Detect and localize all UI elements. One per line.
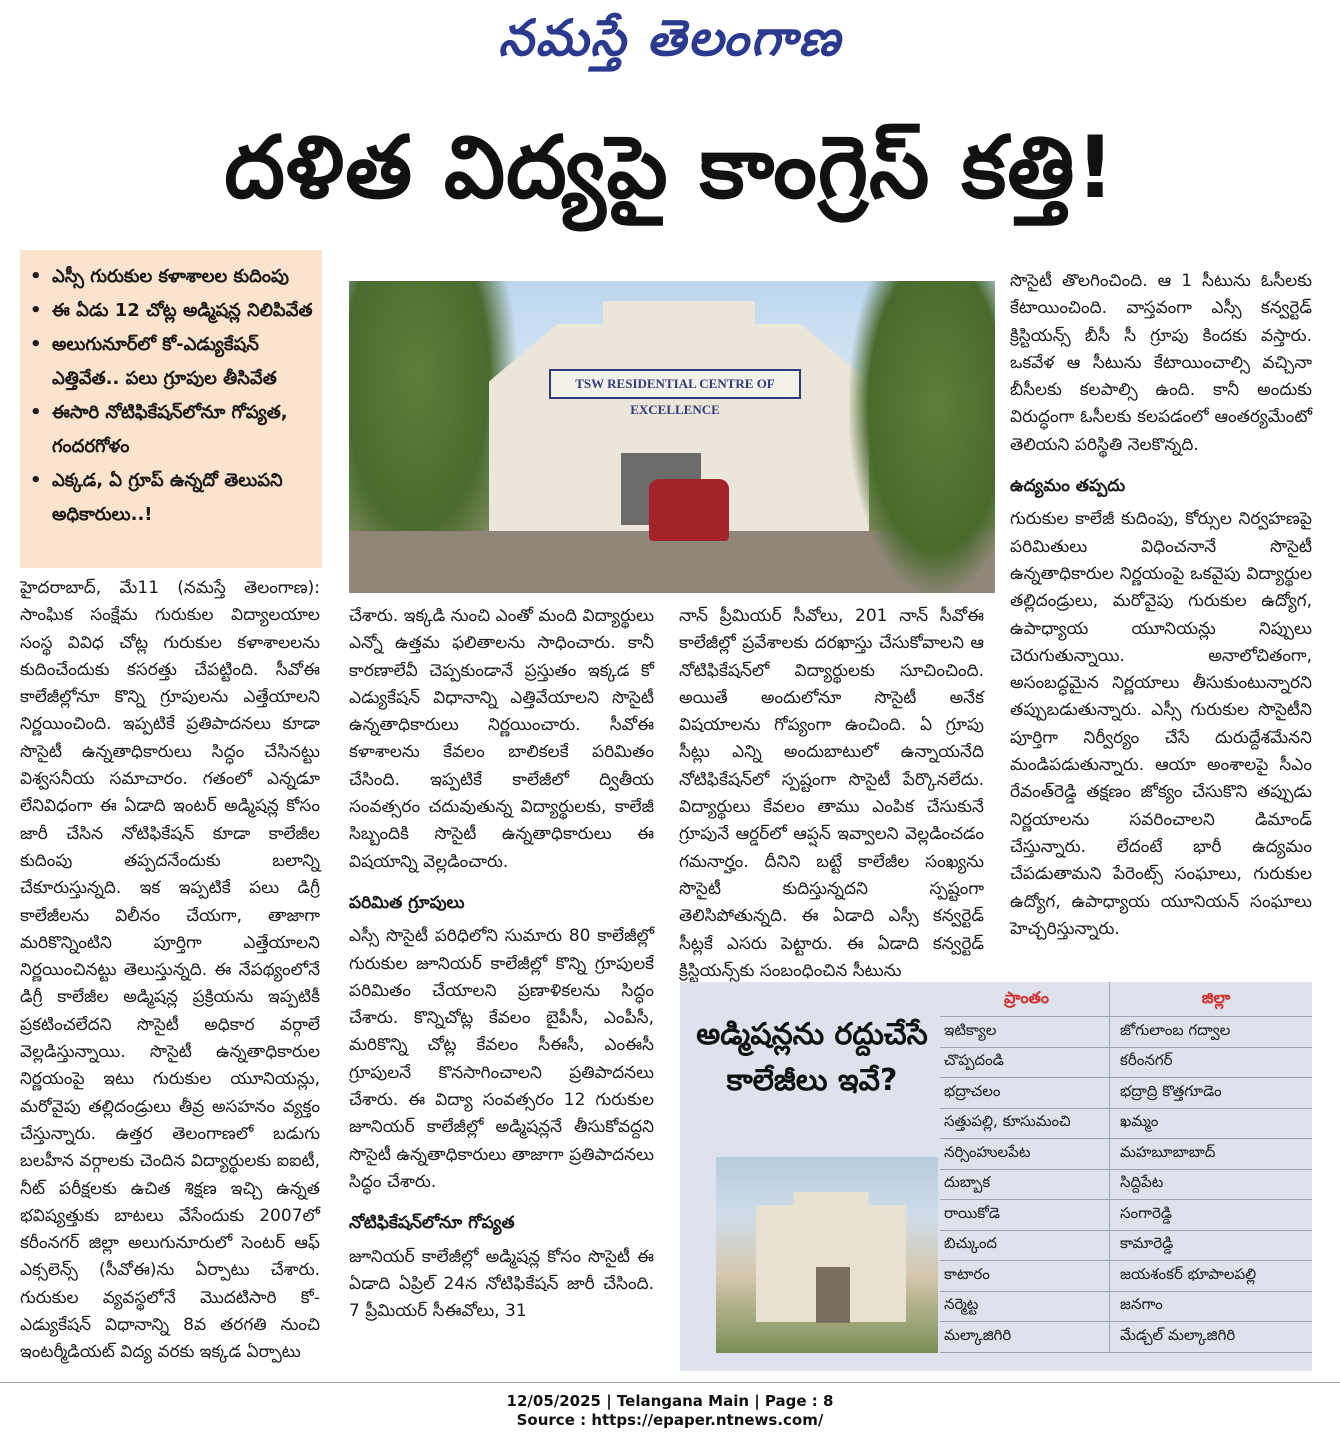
subheading: ఉద్యమం తప్పదు xyxy=(1010,476,1126,497)
table-row: రాయికోడె సంగారెడ్డి xyxy=(940,1200,1312,1231)
footer-source-link[interactable]: Source : https://epaper.ntnews.com/ xyxy=(516,1411,824,1429)
header-area: ప్రాంతం xyxy=(940,982,1110,1016)
header-district: జిల్లా xyxy=(1201,987,1231,1007)
article-paragraph: జూనియర్ కాలేజీల్లో అడ్మిషన్ల కోసం సొసైటీ ఈ ఏడాది ఏప్రిల్ 24న నోటిఫికేషన్ జారీ చేసింది. 7 ప్రీమియర్ సీఈవోలు, 31 xyxy=(349,1246,654,1322)
page-footer xyxy=(0,1392,1340,1430)
article-paragraph: హైదరాబాద్, మే11 (నమస్తే తెలంగాణ): సాంఘిక సంక్షేమ గురుకుల విద్యాలయాల సంస్థ వివిధ చోట్ల గురుకుల కళాశాలలను కుదించేందుకు కసరత్తు చేపట్టింది. సీవోఈ కాలేజీల్లోనూ కొన్ని గ్రూపులను ఎత్తేయాలని నిర్ణయించింది. ఇప్పటికే ప్రతిపాదనలు కూడా సొసైటీ ఉన్నతాధికారులు సిద్ధం చేసినట్టు విశ్వసనీయ సమాచారం. గతంలో ఎన్నడూ లేనివిధంగా ఈ ఏడాది ఇంటర్ అడ్మిషన్ల కోసం జారీ చేసిన నోటిఫికేషన్ కూడా కాలేజీల కుదింపు తప్పదనేందుకు బలాన్ని చేకూరుస్తున్నది. ఇక ఇప్పటికే పలు డిగ్రీ కాలేజీలను విలీనం చేయగా, తాజాగా మరికొన్నింటిని పూర్తిగా ఎత్తేయాలని నిర్ణయించినట్టు తెలుస్తున్నది. ఈ నేపథ్యంలోనే డిగ్రీ కాలేజీల అడ్మిషన్ల ప్రక్రియను ఇప్పటికీ ప్రకటించలేదని సొసైటీ అధికార వర్గాలే వెల్లడిస్తున్నాయి. సొసైటీ ఉన్నతాధికారుల నిర్ణయంపై ఇటు గురుకుల యూనియన్లు, మరోవైపు తల్లిదండ్రులు తీవ్ర అసహనం వ్యక్తం చేస్తున్నారు. ఉత్తర తెలంగాణలో బడుగు బలహీన వర్గాలకు చెందిన విద్యార్థులకు ఐఐటీ, నీట్ పరీక్షలకు ఉచిత శిక్షణ ఇచ్చి ఉన్నత భవిష్యత్తుకు బాటలు వేసేందుకు 2007లో కరీంనగర్ జిల్లా అలుగునూరులో సెంటర్ ఆఫ్ ఎక్సలెన్స్ (సీవోఈ)ను ఏర్పాటు చేశారు. గురుకుల వ్యవస్థలోనే మొదటిసారి కో-ఎడ్యుకేషన్ విధానాన్ని 8వ తరగతి నుంచి ఇంటర్మీడియట్ విద్య వరకు ఇక్కడ ఏర్పాటు xyxy=(20,578,320,1363)
article-column-2 xyxy=(349,603,654,1325)
tree-right xyxy=(849,281,995,593)
highlight-item: • ఈసారి నోటిఫికేషన్‌లోనూ గోప్యత, గందరగోళం xyxy=(30,402,288,457)
subheading: పరిమిత గ్రూపులు xyxy=(349,892,465,913)
table-row: భద్రాచలం భద్రాద్రి కొత్తగూడెం xyxy=(940,1078,1312,1109)
highlights-box xyxy=(20,250,322,568)
article-paragraph: సొసైటీ తొలగించింది. ఆ 1 సీటును ఓసీలకు కేటాయించింది. వాస్తవంగా ఎస్సీ కన్వర్టెడ్ క్రిస్టియన్స్ బీసీ సీ గ్రూపు కిందకు వస్తారు. ఒకవేళ ఆ సీటును కేటాయించాల్సి వచ్చినా బీసీలకు కలపాల్సి ఉంది. కానీ అందుకు విరుద్ధంగా ఓసీలకు కలపడంలో ఆంతర్యమేంటో తెలియని పరిస్థితి నెలకొన్నది. xyxy=(1010,271,1312,455)
highlight-item: • అలుగునూర్‌లో కో-ఎడ్యుకేషన్ ఎత్తివేత.. పలు గ్రూపుల తీసివేత xyxy=(30,334,277,389)
colleges-box-title: అడ్మిషన్లను రద్దుచేసే కాలేజీలు ఇవే? xyxy=(696,1017,928,1098)
highlight-item: • ఈ ఏడు 12 చోట్ల అడ్మిషన్ల నిలిపివేత xyxy=(30,300,313,321)
colleges-box xyxy=(680,982,1312,1371)
red-car xyxy=(649,479,729,541)
table-row: చొప్పదండి కరీంనగర్ xyxy=(940,1048,1312,1079)
article-column-1 xyxy=(20,575,320,1367)
highlight-item: • ఎస్సీ గురుకుల కళాశాలల కుదింపు xyxy=(30,266,289,287)
highlight-item: • ఎక్కడ, ఏ గ్రూప్ ఉన్నదో తెలుపని అధికారులు..! xyxy=(30,470,283,525)
subheading: నోటిఫికేషన్‌లోనూ గోప్యత xyxy=(349,1213,515,1234)
table-row: నర్మెట్ట జనగాం xyxy=(940,1292,1312,1323)
colleges-table xyxy=(940,982,1312,1371)
table-row: ఇటిక్యాల జోగులాంబ గద్వాల xyxy=(940,1017,1312,1048)
footer-divider xyxy=(0,1382,1340,1383)
newspaper-masthead: నమస్తే తెలంగాణ xyxy=(498,8,842,67)
table-row: మల్కాజిగిరి మేడ్చల్ మల్కాజిగిరి xyxy=(940,1322,1312,1353)
table-row: బిచ్కుంద కామారెడ్డి xyxy=(940,1231,1312,1262)
table-header xyxy=(940,982,1312,1017)
table-row: కాటారం జయశంకర్ భూపాలపల్లి xyxy=(940,1261,1312,1292)
building-gate xyxy=(816,1267,850,1323)
article-paragraph: గురుకుల కాలేజీ కుదింపు, కోర్సుల నిర్వహణపై పరిమితులు విధించనానే సొసైటీ ఉన్నతాధికారుల నిర్ణయంపై ఒకవైపు విద్యార్థుల తల్లిదండ్రులు, మరోవైపు గురుకుల ఉద్యోగ, ఉపాధ్యాయ యూనియన్లు నిప్పులు చెరుగుతున్నాయి. అనాలోచితంగా, అసంబద్ధమైన నిర్ణయాలు తీసుకుంటున్నారని తప్పుబడుతున్నారు. ఎస్సీ గురుకుల సొసైటీని పూర్తిగా నిర్వీర్యం చేసే దురుద్దేశమేనని మండిపడుతున్నారు. ఆయా అంశాలపై సీఎం రేవంత్‌రెడ్డి తక్షణం జోక్యం చేసుకొని తప్పుడు నిర్ణయాలను సవరించాలని డిమాండ్ చేస్తున్నారు. లేదంటే భారీ ఉద్యమం చేపడుతామని పేరెంట్స్ సంఘాలు, గురుకుల ఉద్యోగ, ఉపాధ్యాయ యూనియన్ సంఘాలు హెచ్చరిస్తున్నారు. xyxy=(1010,509,1312,939)
article-paragraph: ఎస్సీ సొసైటీ పరిధిలోని సుమారు 80 కాలేజీల్లో గురుకుల జూనియర్ కాలేజీల్లో కొన్ని గ్రూపులకే పరిమితం చేయాలని ప్రణాళికలను సిద్ధం చేశారు. కొన్నిచోట్ల కేవలం బైపీసీ, ఎంపీసీ, మరికొన్ని చోట్ల కేవలం సీఈసీ, ఎంఈసీ గ్రూపులనే కొనసాగించాలని ప్రతిపాదనలు చేశారు. ఈ విద్యా సంవత్సరం 12 గురుకుల జూనియర్ కాలేజీల్లో అడ్మిషన్లనే తీసుకోవద్దని సొసైటీ ఉన్నతాధికారులు తాజాగా ప్రతిపాదనలు సిద్ధం చేశారు. xyxy=(349,926,654,1192)
footer-edition-info: 12/05/2025 | Telangana Main | Page : 8 xyxy=(506,1392,834,1410)
article-paragraph: నాన్ ప్రీమియర్ సీవోలు, 201 నాన్ సీవోఈ కాలేజీల్లో ప్రవేశాలకు దరఖాస్తు చేసుకోవాలని ఆ నోటిఫికేషన్‌లో విద్యార్థులకు సూచించింది. అయితే అందులోనూ సొసైటీ అనేక విషయాలను గోప్యంగా ఉంచింది. ఏ గ్రూపు సీట్లు ఎన్ని అందుబాటులో ఉన్నాయనేది నోటిఫికేషన్‌లో స్పష్టంగా సొసైటీ పేర్కొనలేదు. విద్యార్థులు కేవలం తాము ఎంపిక చేసుకునే గ్రూపునే ఆర్డర్‌లో ఆప్షన్ ఇవ్వాలని వెల్లడించడం గమనార్హం. దీనిని బట్టే కాలేజీల సంఖ్యను సొసైటీ కుదిస్తున్నదని స్పష్టంగా తెలిసిపోతున్నది. ఈ ఏడాది ఎస్సీ కన్వర్టెడ్ సీట్లకే ఎసరు పెట్టారు. ఈ ఏడాది కన్వర్టెడ్ క్రిస్టియన్స్‌కు సంబంధించిన సీటును xyxy=(679,606,984,981)
table-row: నర్సింహులపేట మహబూబాబాద్ xyxy=(940,1139,1312,1170)
article-column-3 xyxy=(679,603,984,985)
table-row: సత్తుపల్లి, కూసుమంచి ఖమ్మం xyxy=(940,1109,1312,1140)
building-sign: TSW RESIDENTIAL CENTRE OF EXCELLENCE xyxy=(549,369,801,399)
article-column-4 xyxy=(1010,268,1312,943)
page-headline: దళిత విద్యపై కాంగ్రెస్ కత్తి! xyxy=(224,118,1116,218)
table-row: దుబ్బాక సిద్దిపేట xyxy=(940,1170,1312,1201)
college-photo-small xyxy=(716,1157,938,1353)
article-paragraph: చేశారు. ఇక్కడి నుంచి ఎంతో మంది విద్యార్థులు ఎన్నో ఉత్తమ ఫలితాలను సాధించారు. కానీ కారణాలేవీ చెప్పకుండానే ప్రస్తుతం ఇక్కడ కో ఎడ్యుకేషన్ విధానాన్ని ఎత్తివేయాలని సొసైటీ ఉన్నతాధికారులు నిర్ణయించారు. సీవోఈ కళాశాలను కేవలం బాలికలకే పరిమితం చేసింది. ఇప్పటికే కాలేజీలో ద్వితీయ సంవత్సరం చదువుతున్న విద్యార్థులకు, కాలేజీ సిబ్బందికి సొసైటీ ఉన్నతాధికారులు ఈ విషయాన్ని వెల్లడించారు. xyxy=(349,606,654,872)
college-building-photo xyxy=(349,281,995,593)
